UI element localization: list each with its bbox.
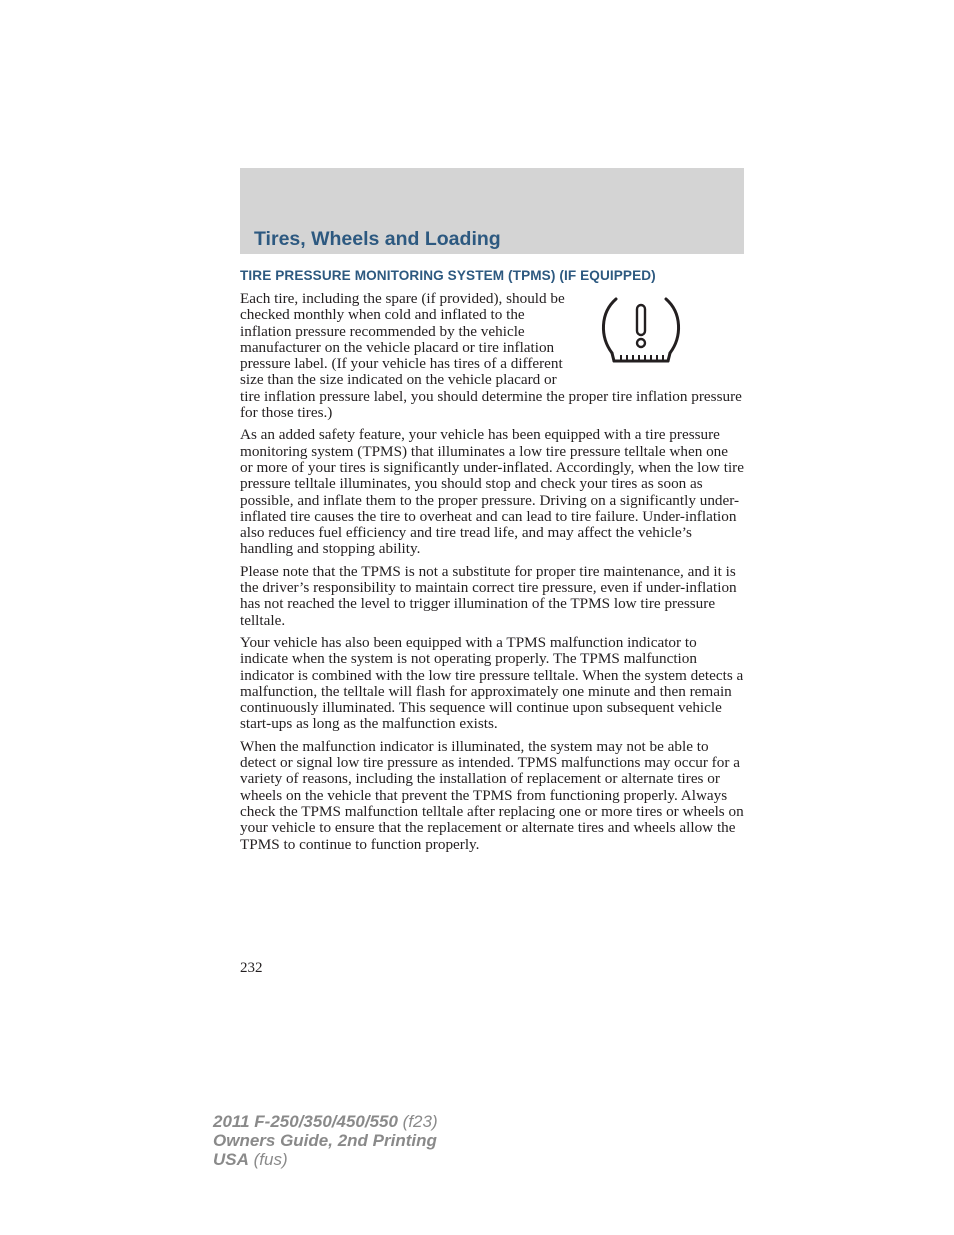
paragraph: Your vehicle has also been equipped with a TPMS malfunction indicator to indicate when the system is not operating properly. The TPMS malfunction indicator is combined with the low tire pressure telltale. When the system detects a malfunction, the telltale will flash for approximately one minute and then remain continuously illuminated. This sequence will continue upon subsequent vehicle start-ups as long as the malfunction exists. <box>240 633 744 733</box>
tpms-low-tire-pressure-icon <box>594 291 688 367</box>
footer-model: 2011 F-250/350/450/550 <box>213 1112 398 1131</box>
footer-model-code: (f23) <box>397 1112 438 1131</box>
page-number: 232 <box>240 960 263 976</box>
section-heading: TIRE PRESSURE MONITORING SYSTEM (TPMS) (IF EQUIPPED) <box>240 268 656 283</box>
paragraph-text: Each tire, including the spare (if provided), should be checked monthly when cold and inflated to the inflation pressure recommended by the vehicle manufacturer on the vehicle placard or tire inflation pressure label. (If your vehicle has tires of a different size than the size indicated on the vehicle placard or tire inflation pressure label, you should determine the proper tire inflation pressure for those tires.) <box>240 290 742 422</box>
footer-market-code: (fus) <box>248 1150 288 1169</box>
paragraph: Please note that the TPMS is not a substitute for proper tire maintenance, and it is the driver’s responsibility to maintain correct tire pressure, even if under-inflation has not reached the level to trigger illumination of the TPMS low tire pressure telltale. <box>240 562 737 629</box>
paragraph: When the malfunction indicator is illuminated, the system may not be able to detect or signal low tire pressure as intended. TPMS malfunctions may occur for a variety of reasons, including the installation of replacement or alternate tires or wheels on the vehicle that prevent the TPMS from functioning properly. Always check the TPMS malfunction telltale after replacing one or more tires or wheels on your vehicle to ensure that the replacement or alternate tires and wheels allow the TPMS to continue to function properly. <box>240 737 744 853</box>
body-text <box>240 291 744 859</box>
footer-model-line <box>213 1112 438 1131</box>
chapter-title: Tires, Wheels and Loading <box>254 228 501 250</box>
document-footer <box>213 1112 438 1169</box>
footer-market: USA <box>213 1150 249 1169</box>
paragraph: As an added safety feature, your vehicle has been equipped with a tire pressure monitoring system (TPMS) that illuminates a low tire pressure telltale when one or more of your tires is significantly under-inflated. Accordingly, when the low tire pressure telltale illuminates, you should stop and check your tires as soon as possible, and inflate them to the proper pressure. Driving on a significantly under-inflated tire causes the tire to overheat and can lead to tire failure. Under-inflation also reduces fuel efficiency and tire tread life, and may affect the vehicle’s handling and stopping ability. <box>240 426 744 558</box>
paragraph <box>240 291 744 421</box>
footer-printing: Owners Guide, 2nd Printing <box>213 1131 437 1150</box>
footer-market-line <box>213 1150 438 1169</box>
chapter-header-band <box>240 168 744 254</box>
